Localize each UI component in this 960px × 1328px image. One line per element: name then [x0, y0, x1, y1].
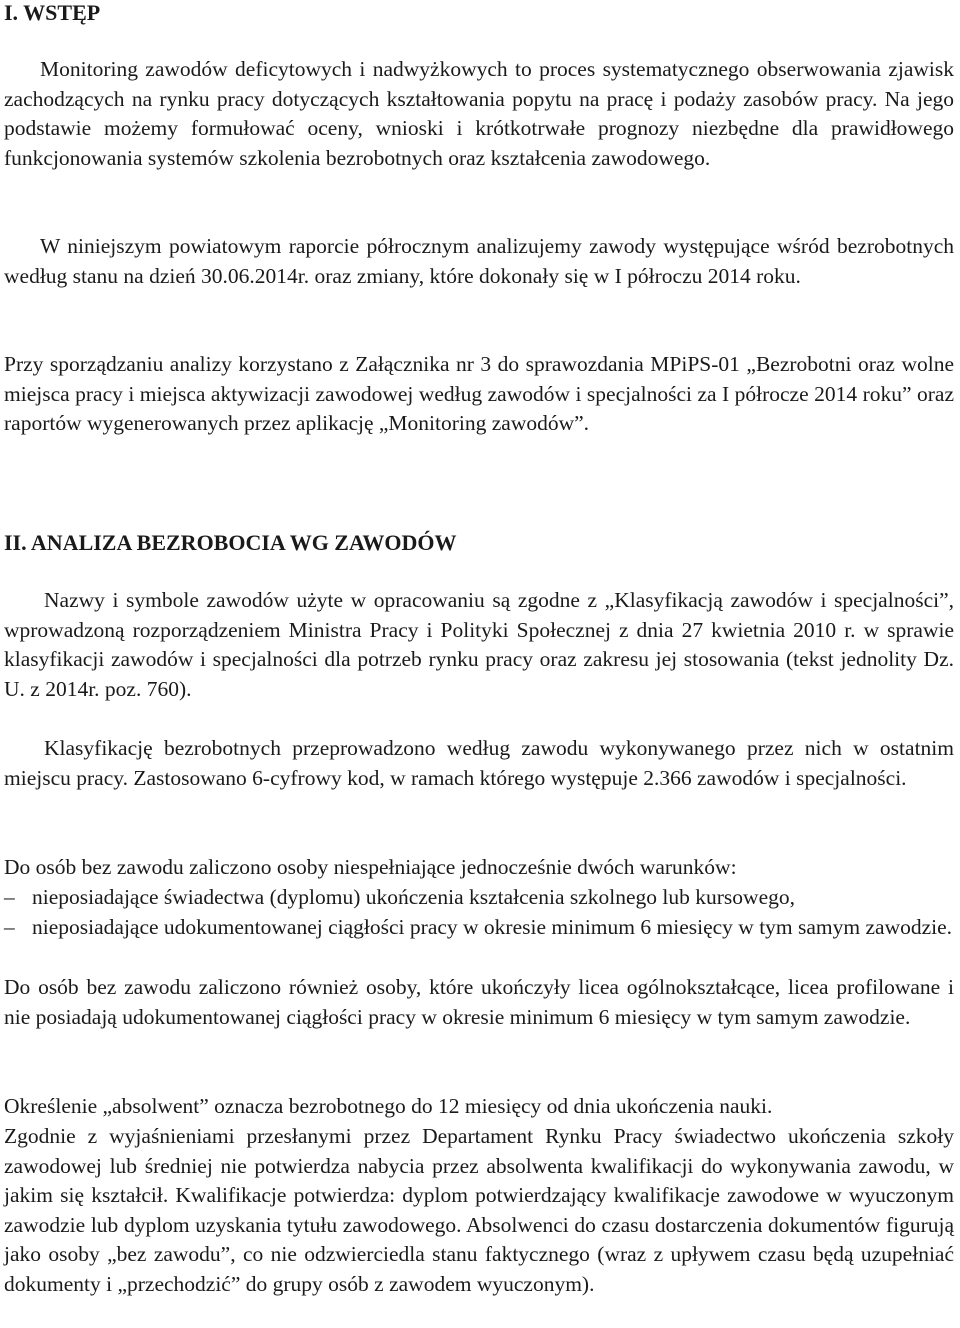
list-item	[4, 913, 954, 943]
analysis-paragraph-5: Określenie „absolwent” oznacza bezrobotnego do 12 miesięcy od dnia ukończenia nauki.	[4, 1094, 773, 1118]
list-item	[4, 883, 954, 913]
dash-bullet: –	[4, 914, 15, 939]
intro-paragraph-2: W niniejszym powiatowym raporcie półrocznym analizujemy zawody występujące wśród bezrobotnych według stanu na dzień 30.06.2014r. oraz zmiany, które dokonały się w I półroczu 2014 roku.	[4, 234, 954, 288]
analysis-paragraph-2: Klasyfikację bezrobotnych przeprowadzono według zawodu wykonywanego przez nich w ostatnim miejscu pracy. Zastosowano 6-cyfrowy kod, w ramach którego występuje 2.366 zawodów i specjalności.	[4, 736, 954, 790]
analysis-paragraph-3: Do osób bez zawodu zaliczono osoby niespełniające jednocześnie dwóch warunków:	[4, 855, 737, 879]
intro-paragraph-1: Monitoring zawodów deficytowych i nadwyżkowych to proces systematycznego obserwowania zjawisk zachodzących na rynku pracy dotyczących kształtowania popytu na pracę i podaży zasobów pracy. Na jego podstawie możemy formułować oceny, wnioski i krótkotrwałe prognozy niezbędne dla prawidłowego funkcjonowania systemów szkolenia bezrobotnych oraz kształcenia zawodowego.	[4, 57, 954, 170]
analysis-paragraph-4: Do osób bez zawodu zaliczono również osoby, które ukończyły licea ogólnokształcące, licea profilowane i nie posiadają udokumentowanej ciągłości pracy w okresie minimum 6 miesięcy w tym samym zawodzie.	[4, 975, 954, 1029]
dash-bullet: –	[4, 885, 15, 909]
list-item-text: nieposiadające udokumentowanej ciągłości pracy w okresie minimum 6 miesięcy w tym samym zawodzie.	[32, 914, 953, 939]
analysis-paragraph-6: Zgodnie z wyjaśnieniami przesłanymi przez Departament Rynku Pracy świadectwo ukończenia szkoły zawodowej lub średniej nie potwierdza nabycia przez absolwenta kwalifikacji do wykonywania zawodu, w jakim się kształcił. Kwalifikacje potwierdza: dyplom potwierdzający kwalifikacje zawodowe w wyuczonym zawodzie lub dyplom uzyskania tytułu zawodowego. Absolwenci do czasu dostarczenia dokumentów figurują jako osoby „bez zawodu”, co nie odzwierciedla stanu faktycznego (wraz z upływem czasu będą uzupełniać dokumenty i „przechodzić” do grupy osób z zawodem wyuczonym).	[4, 1124, 954, 1296]
conditions-list	[4, 883, 954, 942]
section-heading-intro: I. WSTĘP	[4, 0, 101, 25]
list-item-text: nieposiadające świadectwa (dyplomu) ukończenia kształcenia szkolnego lub kursowego,	[32, 885, 795, 909]
intro-paragraph-3: Przy sporządzaniu analizy korzystano z Załącznika nr 3 do sprawozdania MPiPS-01 „Bezrobotni oraz wolne miejsca pracy i miejsca aktywizacji zawodowej według zawodów i specjalności za I półrocze 2014 roku” oraz raportów wygenerowanych przez aplikację „Monitoring zawodów”.	[4, 352, 954, 435]
analysis-paragraph-1: Nazwy i symbole zawodów użyte w opracowaniu są zgodne z „Klasyfikacją zawodów i specjalności”, wprowadzoną rozporządzeniem Ministra Pracy i Polityki Społecznej z dnia 27 kwietnia 2010 r. w sprawie klasyfikacji zawodów i specjalności dla potrzeb rynku pracy oraz zakresu jej stosowania (tekst jednolity Dz. U. z 2014r. poz. 760).	[4, 588, 954, 701]
section-heading-analysis: II. ANALIZA BEZROBOCIA WG ZAWODÓW	[4, 530, 457, 555]
